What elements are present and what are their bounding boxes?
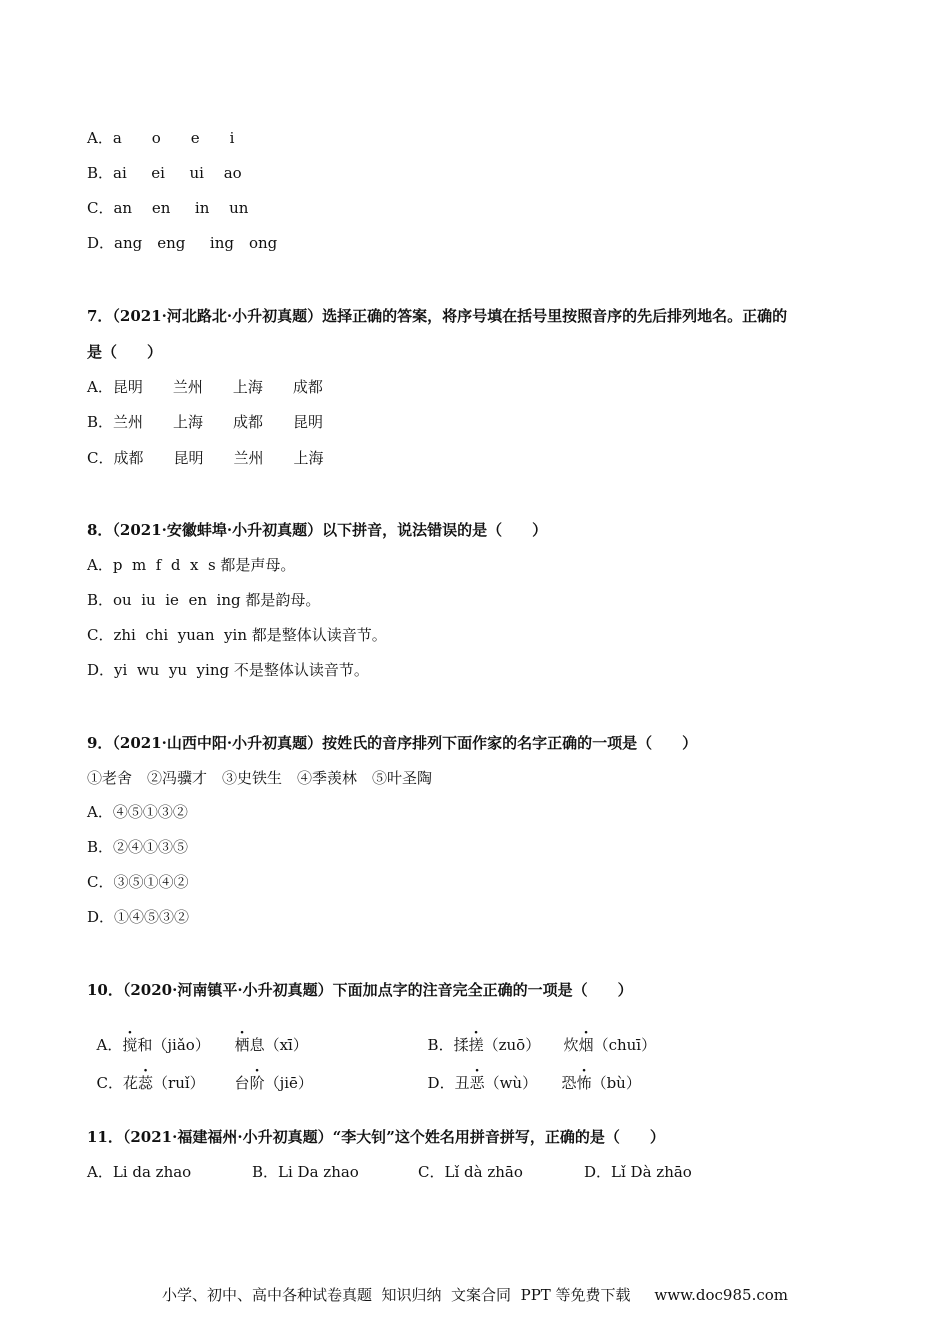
q10-option-a-part2	[225, 1015, 308, 1055]
q10-option-c-pre-2: 台	[234, 1074, 250, 1092]
q10-option-b-label: B．揉	[427, 1036, 469, 1054]
q8-option-a: A．p m f d x s 都是声母。	[87, 556, 296, 574]
q10-option-b-pre-2: 炊	[563, 1036, 579, 1054]
q10-option-b-rest-2: （chuī）	[593, 1036, 657, 1054]
q7-stem-line2: 是（ ）	[87, 343, 163, 361]
q10-option-c-dotted-char-2: 阶	[249, 1074, 265, 1092]
q10-option-a-label: A．	[96, 1036, 123, 1054]
q8-option-b: B．ou iu ie en ing 都是韵母。	[87, 591, 321, 609]
q8-option-d: D．yi wu yu ying 不是整体认读音节。	[87, 661, 369, 679]
q10-option-d-rest-1: （wù）	[484, 1074, 538, 1092]
q10-option-d-dotted-char-1: 恶	[469, 1074, 485, 1092]
q10-option-a-dotted-char-2: 栖	[234, 1036, 250, 1054]
q10-option-c-label: C．花	[96, 1074, 139, 1092]
q10-option-c-dotted-char-1: 蕊	[138, 1074, 154, 1092]
q9-stem: 9．（2021·山西中阳·小升初真题）按姓氏的音序排列下面作家的名字正确的一项是（ ）	[87, 734, 698, 752]
q9-option-a: A．④⑤①③②	[87, 803, 188, 821]
q10-option-a-part1	[87, 1015, 210, 1055]
q10-option-b-part2	[554, 1015, 656, 1055]
q10-option-d-part1	[418, 1053, 537, 1093]
q11-stem: 11．（2021·福建福州·小升初真题）“李大钊”这个姓名用拼音拼写，正确的是（ ）	[87, 1128, 665, 1146]
q11-option-c: C．Lǐ dà zhāo	[418, 1163, 523, 1181]
q10-option-b-dotted-char-2: 烟	[578, 1036, 594, 1054]
q10-option-b-part1	[418, 1015, 540, 1055]
q10-option-a-rest-1: 和（jiǎo）	[137, 1036, 210, 1054]
q10-stem: 10．（2020·河南镇平·小升初真题）下面加点字的注音完全正确的一项是（ ）	[87, 981, 633, 999]
q9-names: ①老舍 ②冯骥才 ③史铁生 ④季羡林 ⑤叶圣陶	[87, 769, 433, 787]
q10-option-a-rest-2: 息（xī）	[249, 1036, 308, 1054]
q10-option-d-label: D．丑	[427, 1074, 470, 1092]
q10-option-c-part2	[225, 1053, 313, 1093]
page-footer: 小学、初中、高中各种试卷真题 知识归纳 文案合同 PPT 等免费下载 www.doc985.com	[161, 1286, 788, 1304]
q11-option-b: B．Li Da zhao	[252, 1163, 359, 1181]
q8-option-c: C．zhi chi yuan yin 都是整体认读音节。	[87, 626, 387, 644]
q9-option-d: D．①④⑤③②	[87, 908, 190, 926]
q6-option-d: D．ang eng ing ong	[87, 234, 278, 252]
q10-option-d-rest-2: （bù）	[591, 1074, 641, 1092]
q10-option-d-part2	[552, 1053, 641, 1093]
q8-stem: 8．（2021·安徽蚌埠·小升初真题）以下拼音，说法错误的是（ ）	[87, 521, 548, 539]
q9-option-c: C．③⑤①④②	[87, 873, 189, 891]
q10-option-b-dotted-char-1: 搓	[468, 1036, 484, 1054]
q7-stem-line1: 7．（2021·河北路北·小升初真题）选择正确的答案，将序号填在括号里按照音序的先后排列地名。正确的	[87, 307, 788, 325]
q11-option-a: A．Li da zhao	[87, 1163, 192, 1181]
q11-option-d: D．Lǐ Dà zhāo	[584, 1163, 692, 1181]
q6-option-c: C．an en in un	[87, 199, 249, 217]
q10-option-d-pre-2: 恐	[561, 1074, 577, 1092]
q10-option-d-dotted-char-2: 怖	[576, 1074, 592, 1092]
q10-option-a-dotted-char-1: 搅	[122, 1036, 138, 1054]
q7-option-a: A．昆明 兰州 上海 成都	[87, 378, 323, 396]
q6-option-b: B．ai ei ui ao	[87, 164, 242, 182]
q10-option-c-rest-1: （ruǐ）	[153, 1074, 205, 1092]
q9-option-b: B．②④①③⑤	[87, 838, 189, 856]
q10-option-c-rest-2: （jiē）	[264, 1074, 313, 1092]
q6-option-a: A．a o e i	[87, 129, 235, 147]
q7-option-b: B．兰州 上海 成都 昆明	[87, 413, 324, 431]
q10-option-b-rest-1: （zuō）	[483, 1036, 541, 1054]
q7-option-c: C．成都 昆明 兰州 上海	[87, 449, 324, 467]
q10-option-c-part1	[87, 1053, 205, 1093]
